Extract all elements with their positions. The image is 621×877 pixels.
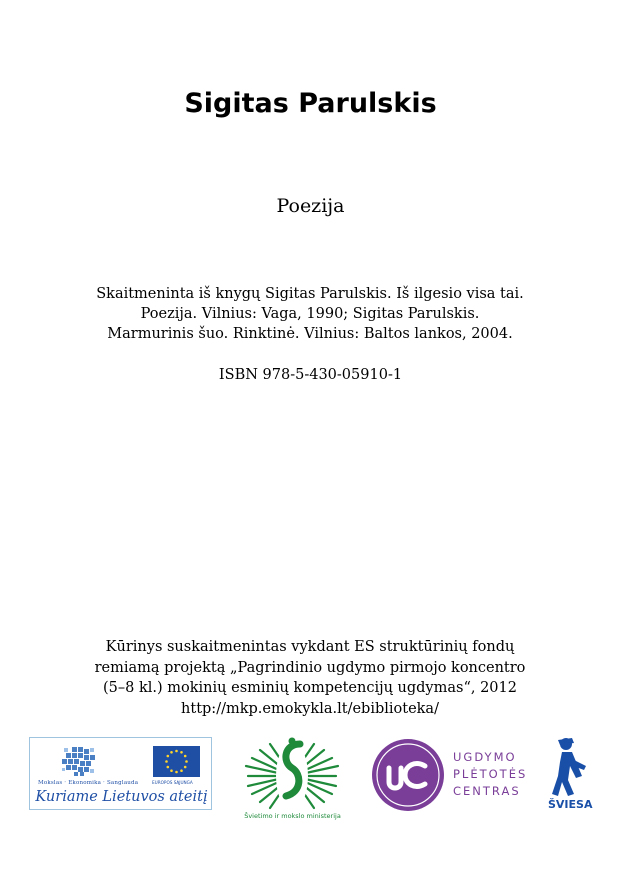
esf-slogan: Kuriame Lietuvos ateitį — [35, 789, 208, 805]
sviesa-name: ŠVIESA — [548, 798, 593, 811]
funding-note — [60, 637, 560, 719]
source-line: Marmurinis šuo. Rinktinė. Vilnius: Baltos lankos, 2004. — [107, 326, 513, 342]
upc-line: PLĖTOTĖS — [453, 767, 528, 781]
funding-line: Kūrinys suskaitmenintas vykdant ES struktūrinių fondų — [105, 639, 515, 655]
upc-circle-icon — [371, 738, 445, 812]
eu-flag-icon — [153, 746, 200, 777]
sponsor-logos — [0, 728, 621, 828]
ebiblioteka-link[interactable]: http://mkp.emokykla.lt/ebiblioteka/ — [181, 700, 439, 717]
lithuania-mosaic-icon — [62, 747, 96, 777]
upc-line: UGDYMO — [453, 750, 517, 764]
smm-logo — [240, 736, 345, 822]
funding-line: (5–8 kl.) mokinių esminių kompetencijų ugdymas“, 2012 — [103, 680, 517, 696]
book-genre: Poezija — [276, 195, 345, 217]
source-line: Skaitmeninta iš knygų Sigitas Parulskis. Iš ilgesio visa tai. — [96, 286, 524, 302]
esf-left-caption: Mokslas · Ekonomika · Sanglauda — [38, 780, 139, 786]
source-line: Poezija. Vilnius: Vaga, 1990; Sigitas Parulskis. — [140, 306, 480, 322]
funding-line: remiamą projektą „Pagrindinio ugdymo pirmojo koncentro — [94, 659, 526, 676]
upc-line: CENTRAS — [453, 784, 521, 798]
isbn-text: ISBN 978-5-430-05910-1 — [218, 367, 403, 383]
source-note — [60, 284, 560, 344]
ministry-emblem-icon — [240, 736, 345, 810]
esf-right-caption: EUROPOS SĄJUNGA — [152, 780, 193, 785]
reading-figure-icon — [548, 736, 592, 798]
upc-logo — [371, 738, 531, 812]
sviesa-logo — [548, 736, 592, 816]
book-author-title: Sigitas Parulskis — [184, 88, 437, 119]
smm-caption: Švietimo ir mokslo ministerija — [244, 812, 341, 820]
esf-logo — [29, 737, 212, 810]
